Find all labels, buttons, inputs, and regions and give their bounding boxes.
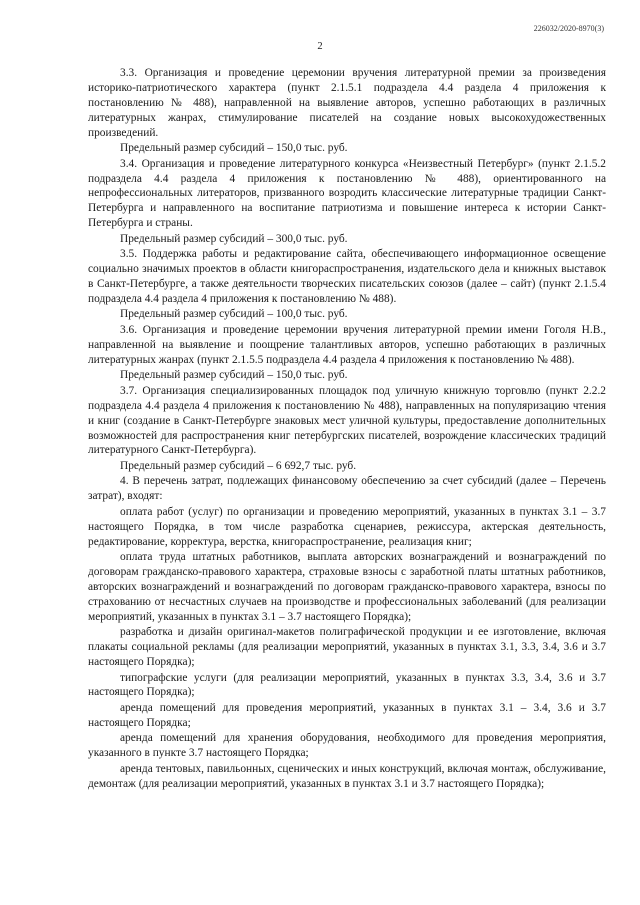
paragraph-3-4: 3.4. Организация и проведение литературного конкурса «Неизвестный Петербург» (пункт 2.1.5.2 подраздела 4.4 раздела 4 приложения к постановлению № 488), ориентированного на непрофессиональных литераторов, призванного возродить классические литературные традиции Санкт-Петербурга и направленного на воспитание патриотизма и повышение интереса к истории Санкт-Петербурга и страны. (88, 157, 606, 230)
paragraph-cost-item: оплата работ (услуг) по организации и проведению мероприятий, указанных в пунктах 3.1 – 3.7 настоящего Порядка, в том числе разработка сценариев, режиссура, актерская деятельность, редактирование, корректура, верстка, книгораспространение, реализация книг; (88, 505, 606, 548)
paragraph-subsidy-limit: Предельный размер субсидий – 6 692,7 тыс. руб. (120, 459, 357, 472)
paragraph-subsidy-limit: Предельный размер субсидий – 300,0 тыс. руб. (120, 232, 348, 245)
document-body (88, 66, 606, 792)
paragraph-subsidy-limit: Предельный размер субсидий – 150,0 тыс. руб. (120, 142, 348, 155)
paragraph-cost-item: аренда помещений для хранения оборудования, необходимого для проведения мероприятия, указанного в пункте 3.7 настоящего Порядка; (88, 732, 606, 760)
paragraph-cost-item: оплата труда штатных работников, выплата авторских вознаграждений и вознаграждений по договорам гражданско-правового характера, страховые взносы с заработной платы штатных работников, авторских вознаграждений и вознаграждений по договорам гражданско-правового характера, взносы по страхованию от несчастных случаев на производстве и профессиональных заболеваний (для реализации мероприятий, указанных в пунктах 3.1 – 3.7 настоящего Порядка); (88, 551, 606, 623)
paragraph-cost-item: разработка и дизайн оригинал-макетов полиграфической продукции и ее изготовление, включая плакаты социальной рекламы (для реализации мероприятий, указанных в пунктах 3.1, 3.3, 3.4, 3.6 и 3.7 настоящего Порядка); (88, 626, 606, 669)
paragraph-4: 4. В перечень затрат, подлежащих финансовому обеспечению за счет субсидий (далее – Перечень затрат), входят: (88, 475, 606, 503)
paragraph-3-7: 3.7. Организация специализированных площадок под уличную книжную торговлю (пункт 2.2.2 подраздела 4.4 раздела 4 приложения к постановлению № 488), направленных на популяризацию чтения и книг (создание в Санкт-Петербурге знаковых мест уличной культуры, предоставление дополнительных возможностей для распространения книг петербургских писателей, возрождение классических традиций литературного Санкт-Петербурга). (88, 384, 606, 457)
paragraph-cost-item: аренда тентовых, павильонных, сценических и иных конструкций, включая монтаж, обслуживание, демонтаж (для реализации мероприятий, указанных в пунктах 3.1 и 3.7 настоящего Порядка); (88, 762, 606, 790)
paragraph-cost-item: аренда помещений для проведения мероприятий, указанных в пунктах 3.1 – 3.4, 3.6 и 3.7 настоящего Порядка; (88, 701, 606, 729)
paragraph-3-5: 3.5. Поддержка работы и редактирование сайта, обеспечивающего информационное освещение социально значимых проектов в области книгораспространения, издательского дела и книжных выставок в Санкт-Петербурге, а также деятельности творческих писательских союзов (далее – сайт) (пункт 2.1.5.4 подраздела 4.4 раздела 4 приложения к постановлению № 488). (88, 248, 606, 305)
paragraph-3-3: 3.3. Организация и проведение церемонии вручения литературной премии за произведения историко-патриотического характера (пункт 2.1.5.1 подраздела 4.4 раздела 4 приложения к постановлению № 488), направленной на выявление авторов, успешно работающих в различных литературных жанрах, стимулирование писателей на создание новых высокохудожественных произведений. (88, 67, 606, 139)
document-number: 226032/2020-8970(3) (533, 24, 604, 33)
paragraph-subsidy-limit: Предельный размер субсидий – 100,0 тыс. руб. (120, 308, 348, 321)
page-number: 2 (317, 41, 323, 52)
paragraph-3-6: 3.6. Организация и проведение церемонии вручения литературной премии имени Гоголя Н.В., направленной на выявление и поощрение талантливых авторов, успешно работающих в различных литературных жанрах (пункт 2.1.5.5 подраздела 4.4 раздела 4 приложения к постановлению № 488). (88, 323, 606, 366)
paragraph-subsidy-limit: Предельный размер субсидий – 150,0 тыс. руб. (120, 369, 348, 382)
paragraph-cost-item: типографские услуги (для реализации мероприятий, указанных в пунктах 3.3, 3.4, 3.6 и 3.7 настоящего Порядка); (88, 671, 606, 699)
